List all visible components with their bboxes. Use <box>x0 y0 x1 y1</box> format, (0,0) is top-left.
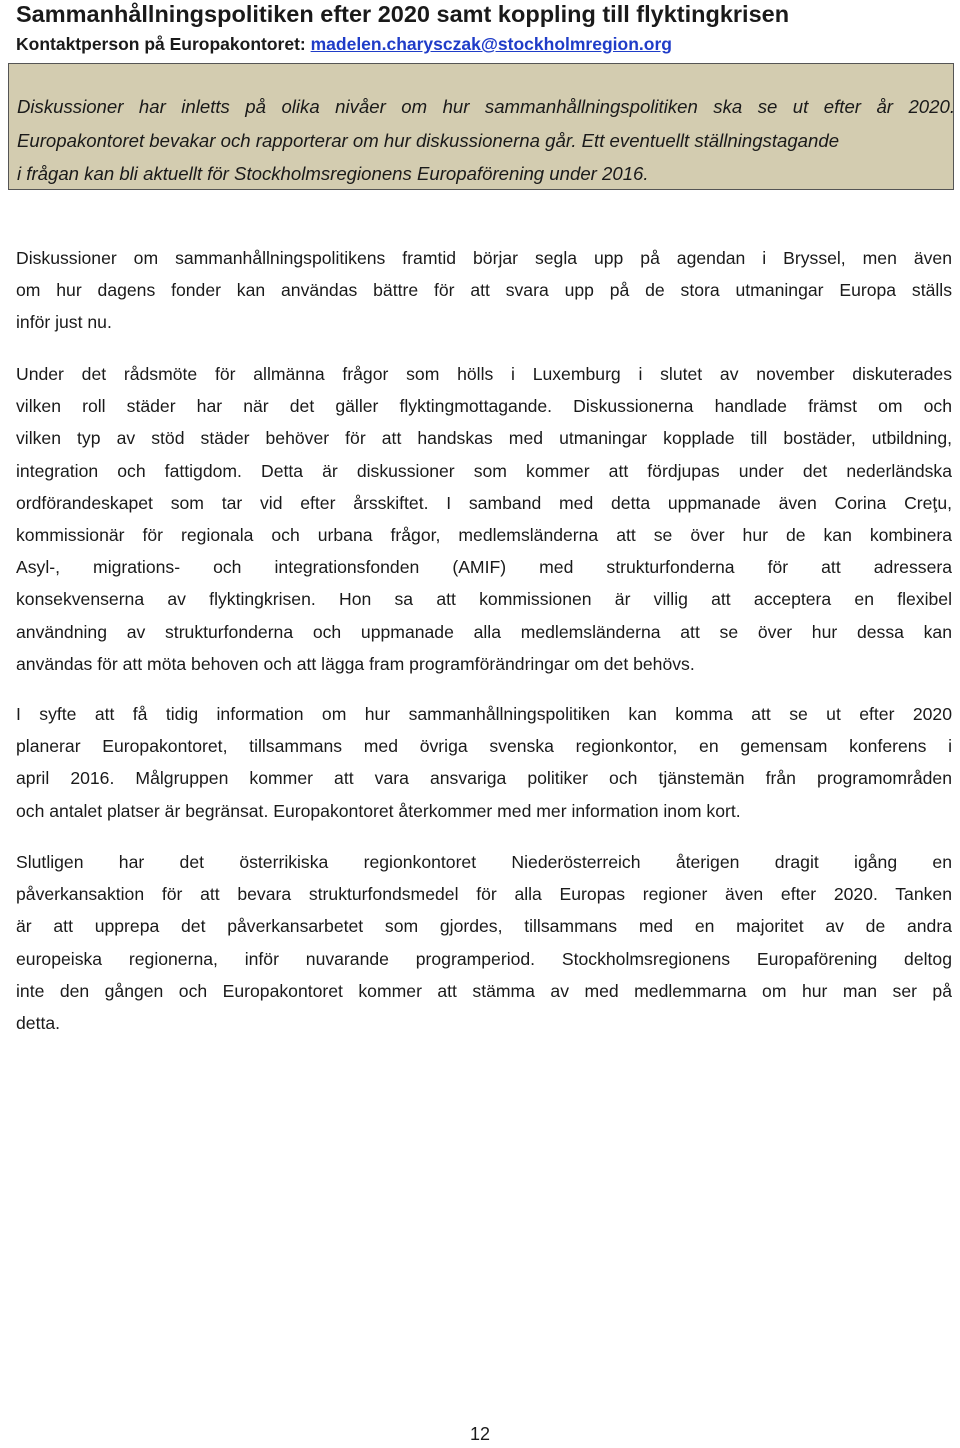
paragraph-1 <box>16 242 952 339</box>
summary-line: Diskussioner har inletts på olika nivåer om hur sammanhållningspolitiken ska se ut efter år 2020. <box>17 96 955 117</box>
paragraph-2 <box>16 358 952 680</box>
paragraph-line: vilken roll städer har när det gäller flyktingmottagande. Diskussionerna handlade främst om och <box>16 396 952 417</box>
contact-label: Kontaktperson på Europakontoret: <box>16 34 311 54</box>
paragraph-line: är att upprepa det påverkansarbetet som gjordes, tillsammans med en majoritet av de andra <box>16 916 952 937</box>
paragraph-line: planerar Europakontoret, tillsammans med övriga svenska regionkontor, en gemensam konferens i <box>16 736 952 757</box>
contact-email-link[interactable]: madelen.charysczak@stockholmregion.org <box>310 34 672 54</box>
paragraph-4 <box>16 846 952 1039</box>
paragraph-line: konsekvenserna av flyktingkrisen. Hon sa att kommissionen är villig att acceptera en flexibel <box>16 589 952 610</box>
paragraph-line: användning av strukturfonderna och uppmanade alla medlemsländerna att se över hur dessa kan <box>16 621 952 642</box>
summary-text <box>17 90 955 191</box>
paragraph-line: Under det rådsmöte för allmänna frågor som hölls i Luxemburg i slutet av november diskuterades <box>16 364 952 384</box>
summary-line: Europakontoret bevakar och rapporterar om hur diskussionerna går. Ett eventuellt ställningstagande <box>17 129 840 151</box>
page-title: Sammanhållningspolitiken efter 2020 samt koppling till flyktingkrisen <box>16 1 790 27</box>
contact-line <box>16 32 946 56</box>
paragraph-3 <box>16 698 952 827</box>
paragraph-line: om hur dagens fonder kan användas bättre för att svara upp på de stora utmaningar Europa ställs <box>16 280 952 301</box>
paragraph-line: Slutligen har det österrikiska regionkontoret Niederösterreich återigen dragit igång en <box>16 852 952 872</box>
paragraph-line: Asyl-, migrations- och integrationsfonden (AMIF) med strukturfonderna för att adressera <box>16 557 952 578</box>
paragraph-line: Diskussioner om sammanhållningspolitikens framtid börjar segla upp på agendan i Bryssel, men även <box>16 248 952 268</box>
paragraph-line: detta. <box>16 1012 61 1033</box>
paragraph-line: inför just nu. <box>16 312 112 333</box>
paragraph-line: vilken typ av stöd städer behöver för att handskas med utmaningar kopplade till bostäder, utbildning, <box>16 428 952 449</box>
paragraph-line: inte den gången och Europakontoret kommer att stämma av med medlemmarna om hur man ser på <box>16 980 952 1001</box>
summary-line: i frågan kan bli aktuellt för Stockholmsregionens Europaförening under 2016. <box>17 163 649 184</box>
paragraph-line: kommissionär för regionala och urbana frågor, medlemsländerna att se över hur de kan kombinera <box>16 524 952 545</box>
summary-box <box>8 63 954 190</box>
paragraph-line: I syfte att få tidig information om hur sammanhållningspolitiken kan komma att se ut efter 2020 <box>16 704 952 724</box>
paragraph-line: april 2016. Målgruppen kommer att vara ansvariga politiker och tjänstemän från programområden <box>16 768 952 789</box>
paragraph-line: användas för att möta behoven och att lägga fram programförändringar om det behövs. <box>16 653 695 674</box>
page-number: 12 <box>469 1424 491 1444</box>
paragraph-line: och antalet platser är begränsat. Europakontoret återkommer med mer information inom kort. <box>16 800 741 821</box>
paragraph-line: ordförandeskapet som tar vid efter årsskiftet. I samband med detta uppmanade även Corina Creţu, <box>16 492 952 513</box>
paragraph-line: europeiska regionerna, inför nuvarande programperiod. Stockholmsregionens Europaförening deltog <box>16 948 952 969</box>
paragraph-line: påverkansaktion för att bevara strukturfondsmedel för alla Europas regioner även efter 2020. Tanken <box>16 884 952 905</box>
paragraph-line: integration och fattigdom. Detta är diskussioner som kommer att fördjupas under det nederländska <box>16 460 952 481</box>
